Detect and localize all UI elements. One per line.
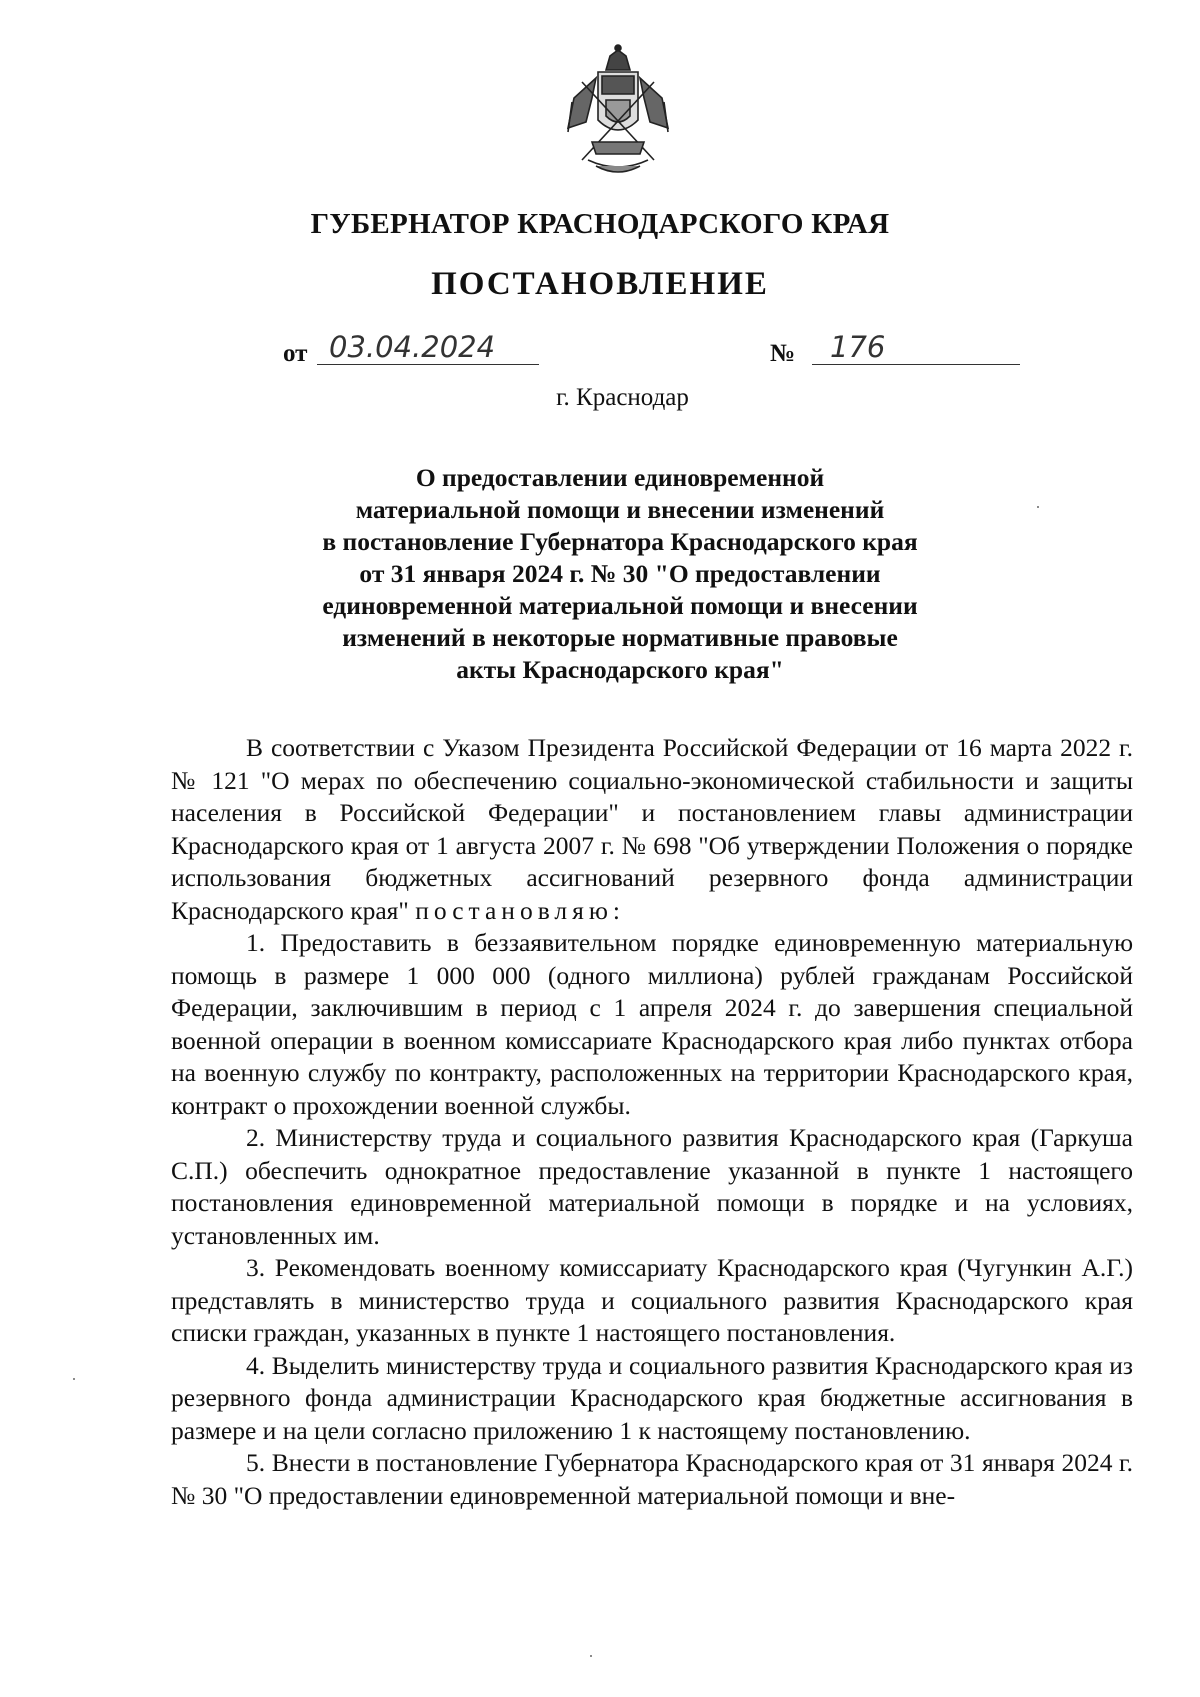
preamble-text: В соответствии с Указом Президента Российской Федерации от 16 марта 2022 г. № 121 "О мерах по обеспечению социально-экономической стабильности и защиты населения в Российской Федерации" и постановлением главы администрации Краснодарского края от 1 августа 2007 г. № 698 "Об утверждении Положения о порядке использования бюджетных ассигнований резервного фонда администрации Краснодарского края" bbox=[171, 733, 1133, 925]
title-line: изменений в некоторые нормативные правовые bbox=[342, 623, 898, 652]
scan-speck bbox=[73, 1378, 75, 1380]
number-value: 176 bbox=[812, 330, 1020, 365]
title-line: О предоставлении единовременной bbox=[415, 463, 825, 492]
number-label: № bbox=[770, 340, 796, 367]
coat-of-arms-emblem bbox=[562, 42, 674, 180]
title-line: единовременной материальной помощи и внесении bbox=[322, 591, 918, 620]
document-title bbox=[200, 462, 1040, 686]
title-line: от 31 января 2024 г. № 30 "О предоставлении bbox=[359, 559, 881, 588]
paragraph-2: 2. Министерству труда и социального развития Краснодарского края (Гаркуша С.П.) обеспечить однократное предоставление указанной в пункте 1 настоящего постановления единовременной материальной помощи в порядке и на условиях, установленных им. bbox=[171, 1123, 1133, 1250]
date-value: 03.04.2024 bbox=[317, 330, 539, 365]
paragraph-5: 5. Внести в постановление Губернатора Краснодарского края от 31 января 2024 г. № 30 "О предоставлении единовременной материальной помощи и вне- bbox=[171, 1448, 1133, 1510]
city: г. Краснодар bbox=[556, 384, 689, 411]
document-type: ПОСТАНОВЛЕНИЕ bbox=[431, 266, 769, 302]
paragraph-3: 3. Рекомендовать военному комиссариату Краснодарского края (Чугункин А.Г.) представлять в министерство труда и социального развития Краснодарского края списки граждан, указанных в пункте 1 настоящего постановления. bbox=[171, 1253, 1133, 1347]
title-line: материальной помощи и внесении изменений bbox=[355, 495, 885, 524]
document-body bbox=[171, 732, 1133, 1512]
title-line: в постановление Губернатора Краснодарского края bbox=[322, 527, 918, 556]
decree-word: постановляю: bbox=[415, 895, 625, 925]
date-number-row bbox=[283, 330, 1003, 376]
paragraph-4: 4. Выделить министерству труда и социального развития Краснодарского края из резервного фонда администрации Краснодарского края бюджетные ассигнования в размере и на цели согласно приложению 1 к настоящему постановлению. bbox=[171, 1350, 1133, 1445]
paragraph-1: 1. Предоставить в беззаявительном порядке единовременную материальную помощь в размере 1 000 000 (одного миллиона) рублей гражданам Российской Федерации, заключившим в период с 1 апреля 2024 г. до завершения специальной военной операции в военном комиссариате Краснодарского края либо пунктах отбора на военную службу по контракту, расположенных на территории Краснодарского края, контракт о прохождении военной службы. bbox=[171, 928, 1133, 1120]
title-line: акты Краснодарского края" bbox=[456, 655, 784, 684]
issuing-authority: ГУБЕРНАТОР КРАСНОДАРСКОГО КРАЯ bbox=[310, 208, 890, 240]
preamble-paragraph bbox=[171, 732, 1133, 927]
scan-speck bbox=[1037, 506, 1039, 508]
date-label: от bbox=[283, 340, 308, 367]
scan-speck bbox=[590, 1655, 592, 1657]
